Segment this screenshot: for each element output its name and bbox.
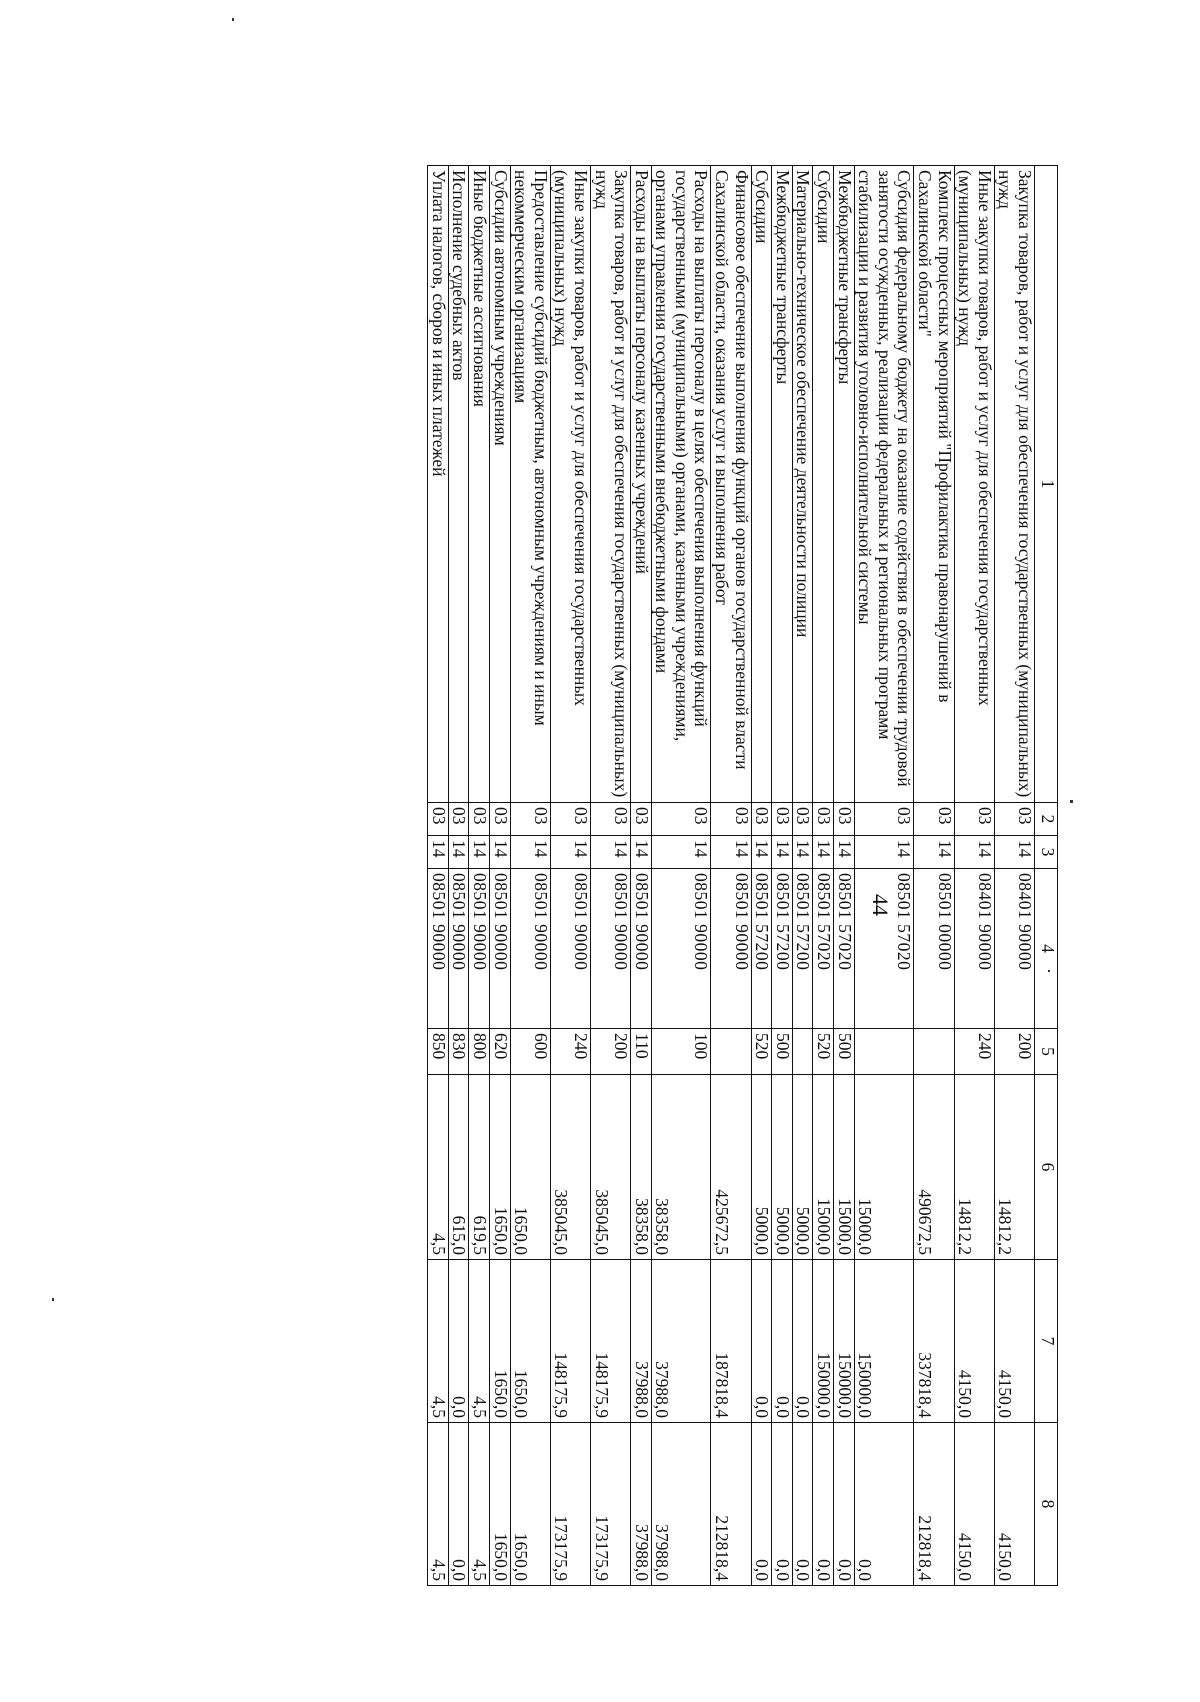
row-subsection: 14 [813,836,834,869]
row-amount-col6: 425672,5 [711,1075,751,1260]
row-amount-col8: 0,0 [792,1423,813,1586]
row-section: 03 [428,803,449,836]
row-amount-col7: 187818,4 [711,1260,751,1423]
row-amount-col8: 1650,0 [489,1423,510,1586]
row-expense-type: 240 [954,1029,994,1075]
row-description: Предоставление субсидий бюджетным, автономным учреждениям и иным некоммерческим организациям [510,166,550,803]
row-amount-col8: 4150,0 [954,1423,994,1586]
scan-speck [52,1298,54,1301]
table-row [428,166,449,1586]
row-section: 03 [510,803,550,836]
table-body [428,166,1035,1586]
row-section: 03 [631,803,652,836]
row-description: Субсидии [751,166,772,803]
row-expense-type: 620 [489,1029,510,1075]
page-number: 44 [868,894,893,916]
row-target-article: 08501 90000 [428,869,449,1029]
column-header: 2 [1035,803,1058,836]
table-row [469,166,490,1586]
row-description: Финансовое обеспечение выполнения функций органов государственной власти Сахалинской области, оказания услуг и выполнения работ [711,166,751,803]
row-section: 03 [751,803,772,836]
row-section: 03 [854,803,914,836]
row-subsection: 14 [834,836,855,869]
row-expense-type: 500 [772,1029,793,1075]
row-amount-col6: 15000,0 [834,1075,855,1260]
row-amount-col6: 1650,0 [510,1075,550,1260]
row-amount-col6: 14812,2 [954,1075,994,1260]
row-amount-col7: 4150,0 [954,1260,994,1423]
row-amount-col6: 385045,0 [550,1075,590,1260]
row-section: 03 [711,803,751,836]
row-amount-col7: 1650,0 [489,1260,510,1423]
row-amount-col6: 15000,0 [854,1075,914,1260]
column-header: 6 [1035,1075,1058,1260]
row-section: 03 [448,803,469,836]
row-expense-type: 600 [510,1029,550,1075]
row-target-article: 08501 90000 [631,869,652,1029]
row-section: 03 [651,803,711,836]
row-section: 03 [590,803,630,836]
row-amount-col7: 148175,9 [590,1260,630,1423]
budget-table [427,165,1058,1586]
row-description: Уплата налогов, сборов и иных платежей [428,166,449,803]
row-subsection: 14 [489,836,510,869]
row-description: Закупка товаров, работ и услуг для обеспечения государственных (муниципальных) нужд [590,166,630,803]
row-target-article: 08501 90000 [489,869,510,1029]
row-subsection: 14 [954,836,994,869]
row-target-article: 08501 90000 [448,869,469,1029]
row-amount-col8: 0,0 [772,1423,793,1586]
row-amount-col7: 4150,0 [994,1260,1034,1423]
row-description: Закупка товаров, работ и услуг для обеспечения государственных (муниципальных) нужд [994,166,1034,803]
row-description: Иные закупки товаров, работ и услуг для обеспечения государственных (муниципальных) нужд [550,166,590,803]
table-row [772,166,793,1586]
row-description: Расходы на выплаты персоналу в целях обеспечения выполнения функций государственными (муниципальными) органами, казенными учреждениями, органами управления государственными внебюджетными фондами [651,166,711,803]
table-row [510,166,550,1586]
row-expense-type [854,1029,914,1075]
row-subsection: 14 [550,836,590,869]
row-amount-col7: 0,0 [751,1260,772,1423]
row-section: 03 [489,803,510,836]
row-subsection: 14 [428,836,449,869]
column-header: 4 [1035,869,1058,1029]
row-description: Иные закупки товаров, работ и услуг для обеспечения государственных (муниципальных) нужд [954,166,994,803]
row-section: 03 [954,803,994,836]
row-amount-col8: 0,0 [854,1423,914,1586]
row-amount-col6: 38358,0 [651,1075,711,1260]
row-amount-col8: 0,0 [834,1423,855,1586]
row-subsection: 14 [711,836,751,869]
row-amount-col8: 0,0 [751,1423,772,1586]
column-header: 8 [1035,1423,1058,1586]
row-section: 03 [550,803,590,836]
row-amount-col6: 14812,2 [994,1075,1034,1260]
row-section: 03 [772,803,793,836]
row-target-article: 08501 57200 [792,869,813,1029]
row-expense-type: 800 [469,1029,490,1075]
row-amount-col8: 4150,0 [994,1423,1034,1586]
row-subsection: 14 [651,836,711,869]
row-target-article: 08401 90000 [994,869,1034,1029]
row-amount-col6: 38358,0 [631,1075,652,1260]
row-section: 03 [813,803,834,836]
row-expense-type: 100 [651,1029,711,1075]
row-amount-col8: 4,5 [428,1423,449,1586]
row-expense-type: 240 [550,1029,590,1075]
row-subsection: 14 [914,836,954,869]
table-row [854,166,914,1586]
column-header: 1 [1035,166,1058,803]
rotated-table-container [68,165,1058,1585]
row-subsection: 14 [448,836,469,869]
row-target-article: 08501 00000 [914,869,954,1029]
row-target-article: 08501 57020 [854,869,914,1029]
row-expense-type [914,1029,954,1075]
row-expense-type [792,1029,813,1075]
table-row [994,166,1034,1586]
column-header: 5 [1035,1029,1058,1075]
row-section: 03 [914,803,954,836]
row-amount-col8: 37988,0 [631,1423,652,1586]
table-row [834,166,855,1586]
table-row [489,166,510,1586]
row-amount-col7: 337818,4 [914,1260,954,1423]
row-expense-type [711,1029,751,1075]
table-row [914,166,954,1586]
table-row [651,166,711,1586]
row-amount-col7: 1650,0 [510,1260,550,1423]
scan-speck [1070,800,1073,803]
row-target-article: 08401 90000 [954,869,994,1029]
row-target-article: 08501 57020 [834,869,855,1029]
row-amount-col7: 148175,9 [550,1260,590,1423]
row-subsection: 14 [751,836,772,869]
column-header: 3 [1035,836,1058,869]
row-expense-type: 850 [428,1029,449,1075]
row-description: Субсидии автономным учреждениям [489,166,510,803]
row-target-article: 08501 57020 [813,869,834,1029]
row-subsection: 14 [792,836,813,869]
row-amount-col7: 150000,0 [834,1260,855,1423]
row-section: 03 [994,803,1034,836]
table-row [631,166,652,1586]
row-amount-col8: 1650,0 [510,1423,550,1586]
row-amount-col7: 150000,0 [854,1260,914,1423]
row-target-article: 08501 90000 [711,869,751,1029]
row-amount-col8: 0,0 [813,1423,834,1586]
table-row [813,166,834,1586]
row-description: Межбюджетные трансферты [772,166,793,803]
row-target-article: 08501 90000 [590,869,630,1029]
row-amount-col7: 150000,0 [813,1260,834,1423]
row-amount-col8: 0,0 [448,1423,469,1586]
row-amount-col8: 212818,4 [914,1423,954,1586]
row-subsection: 14 [994,836,1034,869]
row-target-article: 08501 90000 [469,869,490,1029]
row-amount-col6: 15000,0 [813,1075,834,1260]
row-amount-col8: 37988,0 [651,1423,711,1586]
row-subsection: 14 [590,836,630,869]
row-section: 03 [792,803,813,836]
row-target-article: 08501 57200 [751,869,772,1029]
row-expense-type: 200 [590,1029,630,1075]
row-amount-col6: 619,5 [469,1075,490,1260]
row-amount-col7: 0,0 [448,1260,469,1423]
row-section: 03 [469,803,490,836]
row-amount-col6: 5000,0 [751,1075,772,1260]
row-amount-col7: 4,5 [469,1260,490,1423]
row-amount-col6: 490672,5 [914,1075,954,1260]
row-subsection: 14 [631,836,652,869]
table-row [550,166,590,1586]
row-amount-col7: 37988,0 [631,1260,652,1423]
row-subsection: 14 [510,836,550,869]
row-amount-col6: 4,5 [428,1075,449,1260]
header-row [1035,166,1058,1586]
row-description: Исполнение судебных актов [448,166,469,803]
row-amount-col8: 173175,9 [550,1423,590,1586]
row-expense-type: 520 [813,1029,834,1075]
row-amount-col6: 5000,0 [772,1075,793,1260]
row-amount-col7: 0,0 [772,1260,793,1423]
row-description: Субсидии [813,166,834,803]
row-description: Субсидия федеральному бюджету на оказание содействия в обеспечении трудовой занятости осужденных, реализации федеральных и региональных программ стабилизации и развития уголовно-исполнительной системы [854,166,914,803]
row-expense-type: 520 [751,1029,772,1075]
row-target-article: 08501 90000 [651,869,711,1029]
row-subsection: 14 [469,836,490,869]
row-amount-col8: 212818,4 [711,1423,751,1586]
row-expense-type: 830 [448,1029,469,1075]
table-row [792,166,813,1586]
row-expense-type: 500 [834,1029,855,1075]
row-amount-col8: 173175,9 [590,1423,630,1586]
row-expense-type: 110 [631,1029,652,1075]
row-description: Комплекс процессных мероприятий "Профилактика правонарушений в Сахалинской области" [914,166,954,803]
row-description: Межбюджетные трансферты [834,166,855,803]
row-description: Материально-техническое обеспечение деятельности полиции [792,166,813,803]
row-expense-type: 200 [994,1029,1034,1075]
table-row [711,166,751,1586]
row-target-article: 08501 57200 [772,869,793,1029]
row-amount-col6: 5000,0 [792,1075,813,1260]
row-subsection: 14 [772,836,793,869]
row-amount-col6: 1650,0 [489,1075,510,1260]
row-section: 03 [834,803,855,836]
row-subsection: 14 [854,836,914,869]
column-header: 7 [1035,1260,1058,1423]
table-row [954,166,994,1586]
row-description: Расходы на выплаты персоналу казенных учреждений [631,166,652,803]
row-amount-col8: 4,5 [469,1423,490,1586]
scan-speck [232,18,234,21]
table-row [751,166,772,1586]
row-description: Иные бюджетные ассигнования [469,166,490,803]
row-amount-col6: 615,0 [448,1075,469,1260]
row-amount-col7: 4,5 [428,1260,449,1423]
row-target-article: 08501 90000 [510,869,550,1029]
row-amount-col7: 0,0 [792,1260,813,1423]
row-amount-col6: 385045,0 [590,1075,630,1260]
row-amount-col7: 37988,0 [651,1260,711,1423]
table-row [448,166,469,1586]
row-target-article: 08501 90000 [550,869,590,1029]
table-row [590,166,630,1586]
